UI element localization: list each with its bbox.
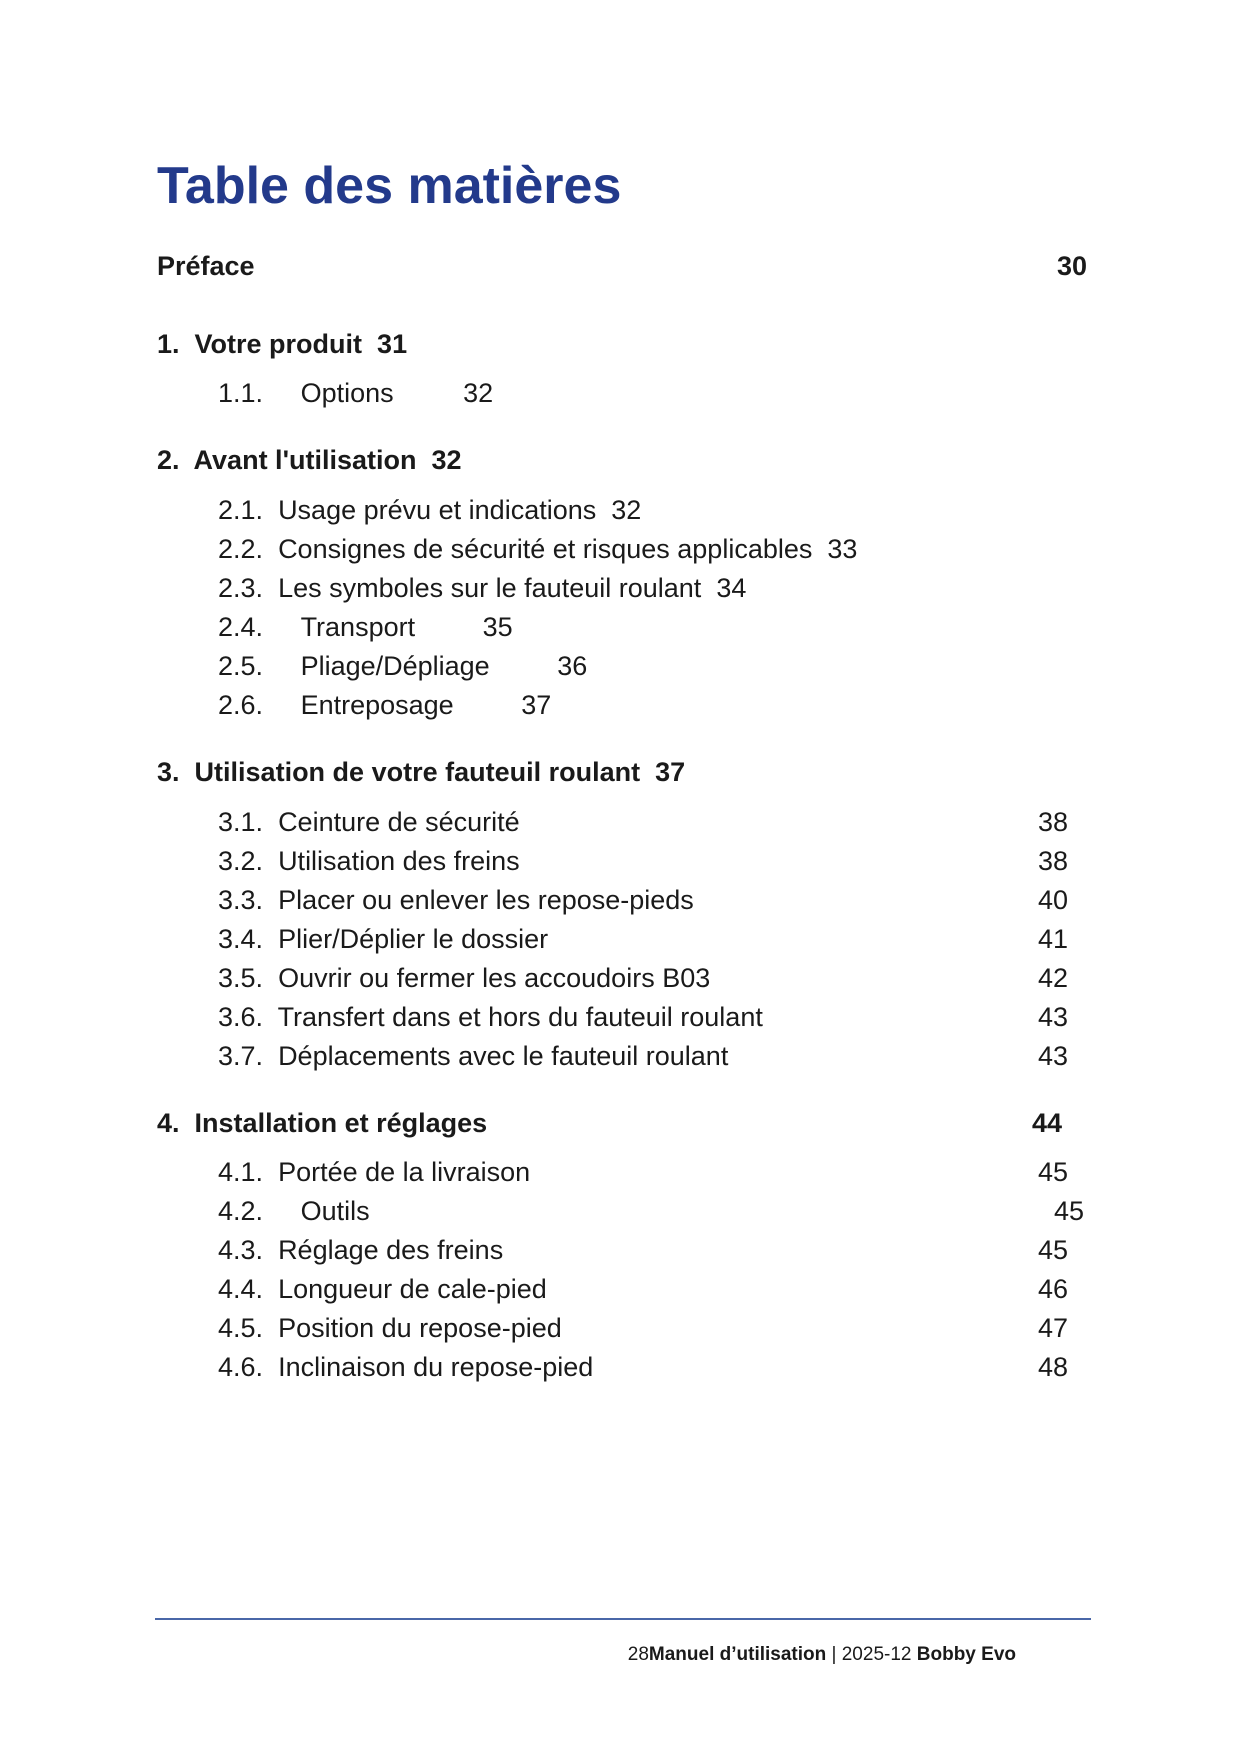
toc-item-number: 2.2. (218, 534, 264, 564)
toc-item-2-5[interactable] (218, 651, 587, 682)
toc-item-page: 41 (1038, 924, 1069, 954)
toc-item-3-5[interactable] (218, 963, 710, 994)
toc-section-page: 32 (431, 445, 462, 475)
toc-item-page: 45 (1038, 1157, 1069, 1187)
toc-item-2-6[interactable] (218, 690, 551, 721)
toc-item-number: 3.5. (218, 963, 264, 993)
footer-manual-title: Manuel d’utilisation (648, 1644, 827, 1665)
toc-item-number: 2.6. (218, 690, 264, 720)
toc-section-number: 4. (157, 1108, 180, 1138)
toc-item-number: 4.5. (218, 1313, 264, 1343)
toc-item-number: 3.7. (218, 1041, 264, 1071)
toc-item-label: Transport (300, 612, 416, 642)
toc-item-2-1[interactable] (218, 495, 641, 526)
toc-item-number: 3.2. (218, 846, 264, 876)
toc-item-page: 33 (827, 534, 858, 564)
toc-item-page: 45 (1038, 1235, 1069, 1265)
toc-item-label: Plier/Déplier le dossier (278, 924, 549, 954)
toc-item-1-1[interactable] (218, 378, 493, 409)
toc-item-label: Ouvrir ou fermer les accoudoirs B03 (278, 963, 711, 993)
toc-item-label: Longueur de cale-pied (278, 1274, 547, 1304)
toc-item-page: 48 (1038, 1352, 1069, 1382)
toc-item-number: 4.1. (218, 1157, 264, 1187)
toc-section-number: 3. (157, 757, 180, 787)
toc-item-3-4[interactable] (218, 924, 548, 955)
toc-preface-label[interactable]: Préface (157, 251, 255, 281)
footer-edition: | 2025-12 (826, 1644, 917, 1665)
toc-item-number: 3.3. (218, 885, 264, 915)
toc-item-page: 40 (1038, 885, 1069, 915)
toc-item-label: Utilisation des freins (278, 846, 520, 876)
toc-item-label: Pliage/Dépliage (300, 651, 490, 681)
toc-item-3-1[interactable] (218, 807, 520, 838)
toc-section-1[interactable] (157, 329, 407, 360)
toc-item-number: 2.5. (218, 651, 264, 681)
toc-item-3-2[interactable] (218, 846, 520, 877)
toc-item-3-6[interactable] (218, 1002, 763, 1033)
toc-item-label: Inclinaison du repose-pied (278, 1352, 594, 1382)
toc-item-3-7[interactable] (218, 1041, 728, 1072)
toc-section-number: 1. (157, 329, 180, 359)
toc-item-label: Consignes de sécurité et risques applicables (278, 534, 813, 564)
toc-item-label: Déplacements avec le fauteuil roulant (278, 1041, 729, 1071)
toc-item-page: 32 (611, 495, 642, 525)
toc-item-page: 37 (521, 690, 552, 720)
toc-item-page: 38 (1038, 807, 1069, 837)
toc-item-3-3[interactable] (218, 885, 694, 916)
toc-section-label: Utilisation de votre fauteuil roulant (194, 757, 641, 787)
toc-section-number: 2. (157, 445, 180, 475)
toc-section-label: Installation et réglages (194, 1108, 488, 1138)
toc-item-4-5[interactable] (218, 1313, 562, 1344)
toc-item-page: 46 (1038, 1274, 1069, 1304)
toc-section-label: Avant l'utilisation (193, 445, 417, 475)
footer-divider (155, 1618, 1091, 1620)
page-footer (628, 1644, 1016, 1666)
toc-item-label: Portée de la livraison (278, 1157, 531, 1187)
toc-item-number: 4.6. (218, 1352, 264, 1382)
footer-product-name: Bobby Evo (916, 1644, 1016, 1665)
toc-item-number: 2.1. (218, 495, 264, 525)
toc-item-label: Options (300, 378, 394, 408)
toc-section-page: 37 (655, 757, 686, 787)
footer-page-number: 28 (627, 1644, 649, 1665)
toc-item-label: Ceinture de sécurité (278, 807, 520, 837)
toc-item-page: 34 (716, 573, 747, 603)
toc-item-page: 42 (1038, 963, 1069, 993)
toc-item-label: Position du repose-pied (278, 1313, 562, 1343)
toc-item-4-2[interactable] (218, 1196, 370, 1227)
toc-section-3[interactable] (157, 757, 685, 788)
page-title: Table des matières (157, 157, 622, 215)
toc-item-4-1[interactable] (218, 1157, 530, 1188)
toc-item-label: Placer ou enlever les repose-pieds (278, 885, 694, 915)
toc-item-label: Réglage des freins (278, 1235, 504, 1265)
toc-item-number: 2.4. (218, 612, 264, 642)
toc-preface-page: 30 (1057, 251, 1088, 281)
toc-item-number: 1.1. (218, 378, 264, 408)
toc-item-label: Les symboles sur le fauteuil roulant (278, 573, 702, 603)
toc-item-number: 3.1. (218, 807, 264, 837)
toc-item-page: 32 (463, 378, 494, 408)
toc-item-page: 43 (1038, 1002, 1069, 1032)
toc-item-2-3[interactable] (218, 573, 746, 604)
toc-item-4-3[interactable] (218, 1235, 503, 1266)
toc-item-number: 2.3. (218, 573, 264, 603)
toc-section-2[interactable] (157, 445, 462, 476)
toc-item-number: 3.6. (218, 1002, 264, 1032)
toc-item-page: 43 (1038, 1041, 1069, 1071)
toc-item-page: 35 (482, 612, 513, 642)
toc-item-page: 45 (1054, 1196, 1085, 1226)
toc-item-2-4[interactable] (218, 612, 513, 643)
toc-item-number: 4.2. (218, 1196, 264, 1226)
toc-item-page: 38 (1038, 846, 1069, 876)
toc-item-number: 3.4. (218, 924, 264, 954)
toc-item-label: Usage prévu et indications (278, 495, 597, 525)
toc-item-4-4[interactable] (218, 1274, 547, 1305)
toc-item-4-6[interactable] (218, 1352, 593, 1383)
toc-item-label: Entreposage (300, 690, 454, 720)
toc-section-page: 44 (1032, 1108, 1063, 1138)
toc-item-page: 36 (557, 651, 588, 681)
toc-section-label: Votre produit (194, 329, 363, 359)
toc-item-label: Transfert dans et hors du fauteuil roulant (277, 1002, 763, 1032)
toc-section-page: 31 (377, 329, 408, 359)
toc-item-number: 4.4. (218, 1274, 264, 1304)
toc-item-label: Outils (300, 1196, 370, 1226)
toc-item-number: 4.3. (218, 1235, 264, 1265)
toc-item-page: 47 (1038, 1313, 1069, 1343)
toc-item-2-2[interactable] (218, 534, 857, 565)
toc-section-4[interactable] (157, 1108, 487, 1139)
